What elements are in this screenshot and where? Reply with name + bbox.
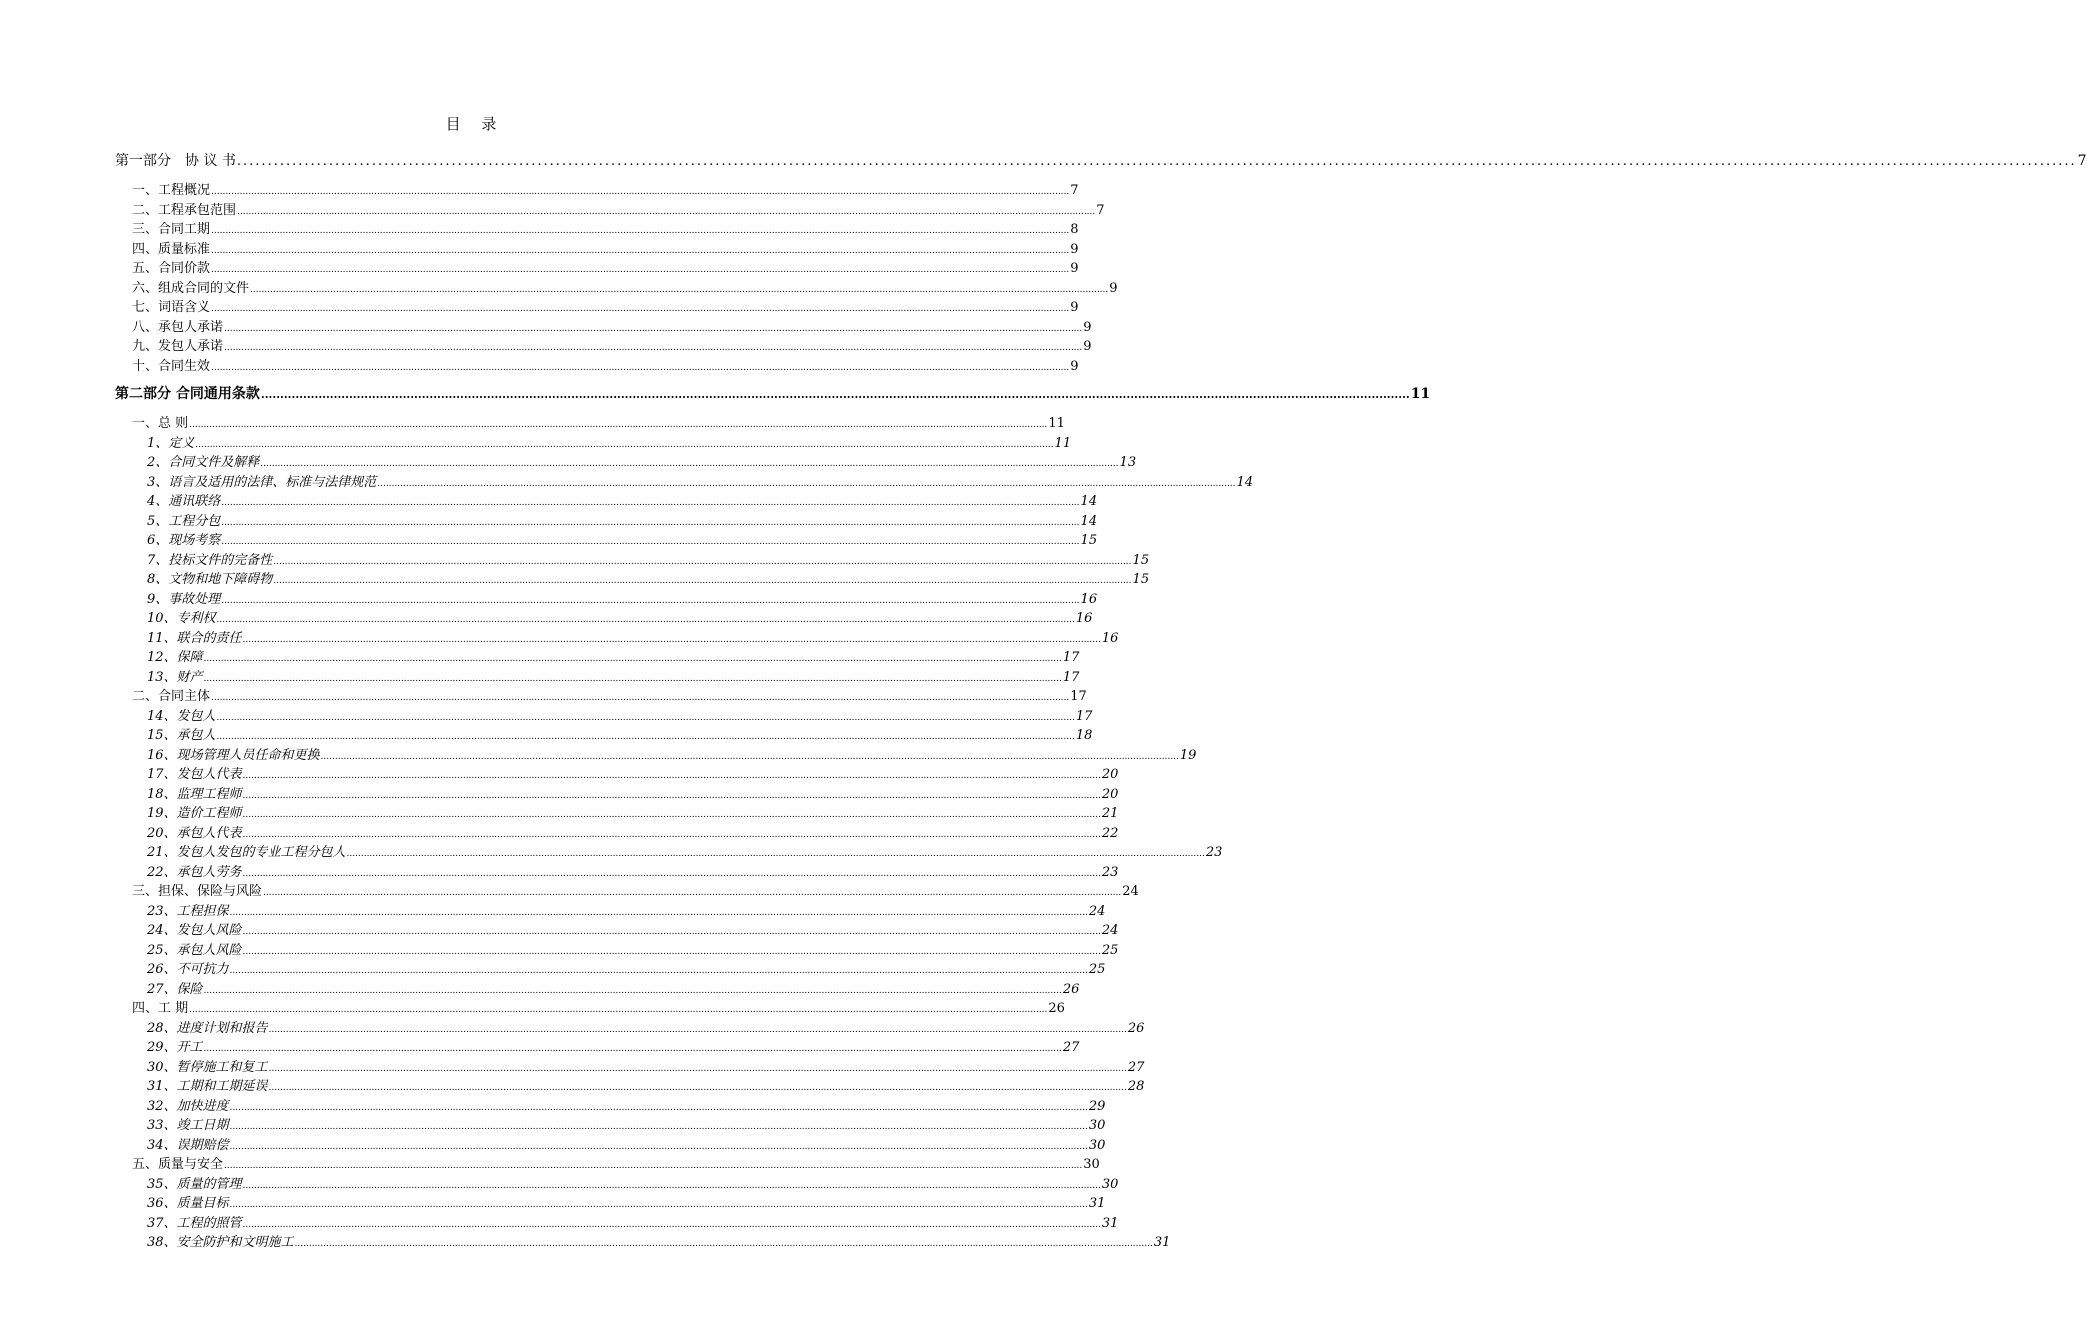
toc-entry-label: 30、暂停施工和复工 [147,1059,268,1075]
toc-entry-label: 35、质量的管理 [147,1176,242,1192]
toc-entry[interactable] [147,726,1093,747]
toc-entry-label: 17、发包人代表 [147,767,242,782]
toc-dot-leader: ............................................................................................................................................................................................................................................................................................................ [189,420,1048,430]
toc-dot-leader: ............................................................................................................................................................................................................................................................................................................ [242,927,1101,937]
toc-page-number: 8 [1070,222,1079,237]
toc-dot-leader: ............................................................................................................................................................................................................................................................................................................ [237,206,1096,217]
toc-dot-leader: ............................................................................................................................................................................................................................................................................................................ [346,849,1205,859]
toc-page-number: 30 [1101,1176,1119,1192]
toc-entry[interactable] [147,824,1119,845]
toc-entry-label: 九、发包人承诺 [132,339,224,354]
toc-entry-label: 第一部分 协 议 书 [115,153,236,169]
toc-dot-leader: ............................................................................................................................................................................................................................................................................................................ [211,245,1070,256]
toc-entry[interactable] [132,1155,1100,1176]
toc-dot-leader: ............................................................................................................................................................................................................................................................................................................ [221,517,1080,528]
toc-entry[interactable] [147,804,1119,825]
toc-page-number: 21 [1101,806,1119,821]
toc-page-number: 26 [1062,981,1080,997]
toc-entry[interactable] [147,492,1098,513]
toc-page-number: 11 [1048,416,1065,431]
toc-entry[interactable] [132,999,1065,1020]
toc-page-number: 11 [1054,435,1072,451]
toc-entry-label: 28、进度计划和报告 [147,1020,268,1036]
toc-entry[interactable] [147,863,1119,884]
toc-entry[interactable] [132,201,1105,222]
toc-entry-label: 34、误期赔偿 [147,1137,229,1153]
toc-entry-label: 八、承包人承诺 [132,319,224,335]
toc-entry[interactable] [115,152,2087,171]
toc-entry-label: 15、承包人 [147,728,216,743]
toc-page-number: 16 [1101,630,1119,646]
toc-page-number: 14 [1080,494,1098,509]
toc-dot-leader: ............................................................................................................................................................................................................................................................................................................ [195,439,1054,450]
toc-entry-label: 12、保障 [147,650,203,665]
toc-page-number: 24 [1101,923,1119,938]
toc-dot-leader: ............................................................................................................................................................................................................................................................................................................ [211,265,1070,275]
toc-entry-label: 7、投标文件的完备性 [147,552,273,568]
toc-dot-leader: ............................................................................................................................................................................................................................................................................................................ [224,1161,1083,1171]
toc-entry[interactable] [147,1019,1145,1040]
toc-page-number: 15 [1132,572,1150,587]
toc-page-number: 24 [1122,884,1139,899]
toc-entry[interactable] [147,570,1150,591]
toc-entry-label: 3、语言及适用的法律、标准与法律规范 [147,474,377,490]
toc-dot-leader: ............................................................................................................................................................................................................................................................................................................ [377,478,1236,489]
toc-entry-label: 四、质量标准 [132,241,211,257]
toc-entry[interactable] [147,1116,1106,1137]
toc-dot-leader: ............................................................................................................................................................................................................................................................................................................ [263,888,1122,898]
toc-page-number: 9 [1070,300,1079,315]
toc-dot-leader: ............................................................................................................................................................................................................................................................................................................ [211,187,1070,197]
toc-entry[interactable] [147,551,1150,572]
toc-entry[interactable] [115,385,1431,404]
toc-dot-leader: ............................................................................................................................................................................................................................................................................................................ [229,1200,1088,1210]
toc-page-number: 17 [1075,708,1093,724]
toc-page-number: 7 [2077,153,2087,169]
toc-entry-label: 20、承包人代表 [147,825,242,841]
toc-dot-leader: ............................................................................................................................................................................................................................................................................................................ [211,693,1070,703]
toc-dot-leader: ............................................................................................................................................................................................................................................................................................................ [242,1180,1101,1191]
toc-entry[interactable] [147,980,1080,1001]
toc-entry-label: 1、定义 [147,435,195,451]
toc-page-number: 30 [1088,1118,1106,1133]
toc-page-number: 20 [1101,767,1119,782]
toc-page-number: 23 [1205,845,1223,860]
toc-page-number: 25 [1101,942,1119,958]
toc-dot-leader: ............................................................................................................................................................................................................................................................................................................ [250,284,1109,295]
toc-entry[interactable] [147,960,1106,981]
toc-entry[interactable] [147,921,1119,942]
toc-entry-label: 36、质量目标 [147,1196,229,1211]
toc-entry[interactable] [147,843,1223,864]
toc-entry-label: 26、不可抗力 [147,962,229,977]
toc-dot-leader: ............................................................................................................................................................................................................................................................................................................ [211,304,1070,314]
toc-page-number: 15 [1080,533,1098,548]
toc-entry-label: 13、财产 [147,669,203,685]
toc-entry[interactable] [132,318,1092,339]
toc-dot-leader: ............................................................................................................................................................................................................................................................................................................ [216,712,1075,723]
toc-entry-label: 32、加快进度 [147,1098,229,1114]
toc-entry-label: 三、合同工期 [132,222,211,237]
toc-entry[interactable] [147,1058,1145,1079]
toc-title: 目 录 [445,115,505,133]
toc-dot-leader: ............................................................................................................................................................................................................................................................................................................ [229,1102,1088,1113]
toc-page-number: 7 [1070,183,1079,198]
toc-entry-label: 38、安全防护和文明施工 [147,1235,294,1250]
toc-dot-leader: ............................................................................................................................................................................................................................................................................................................ [229,1141,1088,1152]
toc-entry-label: 六、组成合同的文件 [132,280,250,296]
toc-page-number: 25 [1088,962,1106,977]
toc-dot-leader: ............................................................................................................................................................................................................................................................................................................ [294,1239,1153,1249]
toc-page-number: 7 [1096,202,1105,218]
toc-entry-label: 二、工程承包范围 [132,202,237,218]
toc-entry[interactable] [147,1194,1106,1215]
toc-entry-label: 37、工程的照管 [147,1215,242,1231]
toc-dot-leader: ............................................................................................................................................................................................................................................................................................................ [211,226,1070,236]
toc-entry[interactable] [147,512,1098,533]
toc-page-number: 24 [1088,903,1106,919]
toc-entry[interactable] [147,531,1098,552]
toc-entry[interactable] [132,298,1079,319]
toc-dot-leader: ............................................................................................................................................................................................................................................................................................................ [216,732,1075,742]
toc-entry[interactable] [132,414,1065,435]
toc-page-number: 9 [1070,358,1079,374]
toc-dot-leader: ............................................................................................................................................................................................................................................................................................................ [268,1063,1127,1074]
toc-entry[interactable] [132,337,1092,358]
toc-entry-label: 18、监理工程师 [147,786,242,802]
toc-dot-leader: ............................................................................................................................................................................................................................................................................................................ [242,790,1101,801]
toc-dot-leader: ............................................................................................................................................................................................................................................................................................................ [229,1122,1088,1132]
toc-dot-leader: ............................................................................................................................................................................................................................................................................................................ [242,829,1101,840]
toc-page-number: 13 [1119,455,1137,470]
toc-entry-label: 23、工程担保 [147,903,229,919]
toc-entry-label: 24、发包人风险 [147,923,242,938]
toc-page-number: 22 [1101,825,1119,841]
toc-entry-label: 三、担保、保险与风险 [132,884,263,899]
toc-entry[interactable] [147,785,1119,806]
toc-entry-label: 10、专利权 [147,611,216,626]
toc-entry[interactable] [147,765,1119,786]
toc-entry[interactable] [132,357,1079,378]
toc-page-number: 9 [1109,280,1118,296]
toc-entry-label: 27、保险 [147,981,203,997]
toc-entry[interactable] [147,648,1080,669]
toc-dot-leader: ............................................................................................................................................................................................................................................................................................................ [242,868,1101,879]
toc-entry[interactable] [132,259,1079,280]
toc-entry-label: 第二部分 合同通用条款 [115,386,260,402]
toc-dot-leader: ............................................................................................................................................................................................................................................................................................................ [203,654,1062,664]
toc-page-number: 31 [1088,1196,1106,1211]
toc-entry-label: 25、承包人风险 [147,942,242,958]
toc-page-number: 30 [1083,1157,1100,1172]
toc-entry-label: 14、发包人 [147,708,216,724]
toc-entry[interactable] [132,687,1087,708]
toc-entry[interactable] [147,1038,1080,1059]
toc-dot-leader: ............................................................................................................................................................................................................................................................................................................ [260,459,1119,469]
toc-page-number: 23 [1101,864,1119,880]
toc-page-number: 30 [1088,1137,1106,1153]
toc-dot-leader: ............................................................................................................................................................................................................................................................................................................ [224,323,1083,334]
toc-page-number: 20 [1101,786,1119,802]
toc-entry-label: 6、现场考察 [147,533,221,548]
toc-dot-leader: ............................................................................................................................................................................................................................................................................................................ [224,343,1083,353]
toc-dot-leader: ............................................................................................................................................................................................................................................................................................................ [242,634,1101,645]
toc-page-number: 16 [1075,611,1093,626]
toc-entry[interactable] [132,882,1139,903]
toc-entry-label: 五、合同价款 [132,261,211,276]
toc-entry[interactable] [147,1233,1171,1254]
toc-dot-leader: ............................................................................................................................................................................................................................................................................................................ [268,1024,1127,1035]
toc-page-number: 17 [1070,689,1087,704]
toc-entry-label: 9、事故处理 [147,591,221,607]
toc-entry-label: 2、合同文件及解释 [147,455,260,470]
toc-entry-label: 十、合同生效 [132,358,211,374]
toc-entry-label: 19、造价工程师 [147,806,242,821]
toc-dot-leader: ............................................................................................................................................................................................................................................................................................................ [260,388,1410,401]
toc-dot-leader: ............................................................................................................................................................................................................................................................................................................ [221,537,1080,547]
toc-dot-leader: ............................................................................................................................................................................................................................................................................................................ [242,810,1101,820]
toc-page-number: 9 [1070,241,1079,257]
toc-entry-label: 一、工程概况 [132,183,211,198]
toc-page-number: 9 [1083,319,1092,335]
toc-page-number: 28 [1127,1079,1145,1094]
toc-page-number: 11 [1410,386,1431,402]
toc-entry[interactable] [147,1077,1145,1098]
toc-page-number: 31 [1153,1235,1171,1250]
toc-dot-leader: ............................................................................................................................................................................................................................................................................................................ [242,946,1101,957]
toc-dot-leader: ............................................................................................................................................................................................................................................................................................................ [229,966,1088,976]
toc-dot-leader: ............................................................................................................................................................................................................................................................................................................ [229,907,1088,918]
toc-dot-leader: ............................................................................................................................................................................................................................................................................................................ [242,1219,1101,1230]
toc-page-number: 26 [1127,1020,1145,1036]
toc-page-number: 17 [1062,669,1080,685]
toc-entry[interactable] [147,1136,1106,1157]
toc-dot-leader: ............................................................................................................................................................................................................................................................................................................ [203,1044,1062,1054]
toc-dot-leader: ............................................................................................................................................................................................................................................................................................................ [203,673,1062,684]
toc-entry-label: 16、现场管理人员任命和更换 [147,747,320,763]
toc-page-number: 9 [1070,261,1079,276]
toc-entry-label: 21、发包人发包的专业工程分包人 [147,845,346,860]
toc-entry[interactable] [147,746,1197,767]
toc-entry-label: 22、承包人劳务 [147,864,242,880]
toc-page-number: 15 [1132,552,1150,568]
toc-entry-label: 29、开工 [147,1040,203,1055]
toc-dot-leader: ............................................................................................................................................................................................................................................................................................................ [189,1005,1048,1015]
toc-dot-leader: ............................................................................................................................................................................................................................................................................................................ [211,362,1070,373]
toc-page-number: 31 [1101,1215,1119,1231]
toc-entry-label: 七、词语含义 [132,300,211,315]
toc-entry-label: 4、通讯联络 [147,494,221,509]
toc-dot-leader: ............................................................................................................................................................................................................................................................................................................ [216,615,1075,625]
toc-dot-leader: ............................................................................................................................................................................................................................................................................................................ [236,154,2077,169]
toc-dot-leader: ............................................................................................................................................................................................................................................................................................................ [273,576,1132,586]
toc-dot-leader: ............................................................................................................................................................................................................................................................................................................ [273,556,1132,567]
toc-page-number: 9 [1083,339,1092,354]
toc-entry-label: 5、工程分包 [147,513,221,529]
toc-dot-leader: ............................................................................................................................................................................................................................................................................................................ [242,771,1101,781]
toc-page-number: 14 [1236,474,1254,490]
toc-page-number: 26 [1048,1001,1065,1016]
toc-page-number: 14 [1080,513,1098,529]
toc-entry-label: 四、工 期 [132,1001,189,1016]
toc-dot-leader: ............................................................................................................................................................................................................................................................................................................ [320,751,1179,762]
toc-dot-leader: ............................................................................................................................................................................................................................................................................................................ [268,1083,1127,1093]
toc-entry[interactable] [147,902,1106,923]
toc-entry[interactable] [147,1214,1119,1235]
toc-entry[interactable] [147,629,1119,650]
toc-entry[interactable] [147,434,1072,455]
toc-page-number: 27 [1062,1040,1080,1055]
toc-entry[interactable] [147,590,1098,611]
toc-entry[interactable] [147,609,1093,630]
toc-entry[interactable] [147,453,1137,474]
toc-dot-leader: ............................................................................................................................................................................................................................................................................................................ [221,595,1080,606]
toc-entry[interactable] [147,1097,1106,1118]
toc-entry[interactable] [147,668,1080,689]
toc-entry[interactable] [147,707,1093,728]
toc-entry-label: 二、合同主体 [132,689,211,704]
toc-entry[interactable] [147,941,1119,962]
toc-entry[interactable] [132,220,1079,241]
toc-entry[interactable] [132,240,1079,261]
toc-entry-label: 11、联合的责任 [147,630,242,646]
toc-entry-label: 33、竣工日期 [147,1118,229,1133]
toc-entry[interactable] [132,279,1118,300]
toc-entry[interactable] [132,181,1079,202]
toc-dot-leader: ............................................................................................................................................................................................................................................................................................................ [221,498,1080,508]
toc-page-number: 29 [1088,1098,1106,1114]
toc-page-number: 19 [1179,747,1197,763]
toc-entry[interactable] [147,473,1254,494]
toc-page-number: 17 [1062,650,1080,665]
toc-page-number: 16 [1080,591,1098,607]
toc-entry-label: 五、质量与安全 [132,1157,224,1172]
toc-entry-label: 一、总 则 [132,416,189,431]
toc-dot-leader: ............................................................................................................................................................................................................................................................................................................ [203,985,1062,996]
toc-entry-label: 31、工期和工期延误 [147,1079,268,1094]
toc-entry[interactable] [147,1175,1119,1196]
toc-page-number: 27 [1127,1059,1145,1075]
toc-page-number: 18 [1075,728,1093,743]
toc-entry-label: 8、文物和地下障碍物 [147,572,273,587]
